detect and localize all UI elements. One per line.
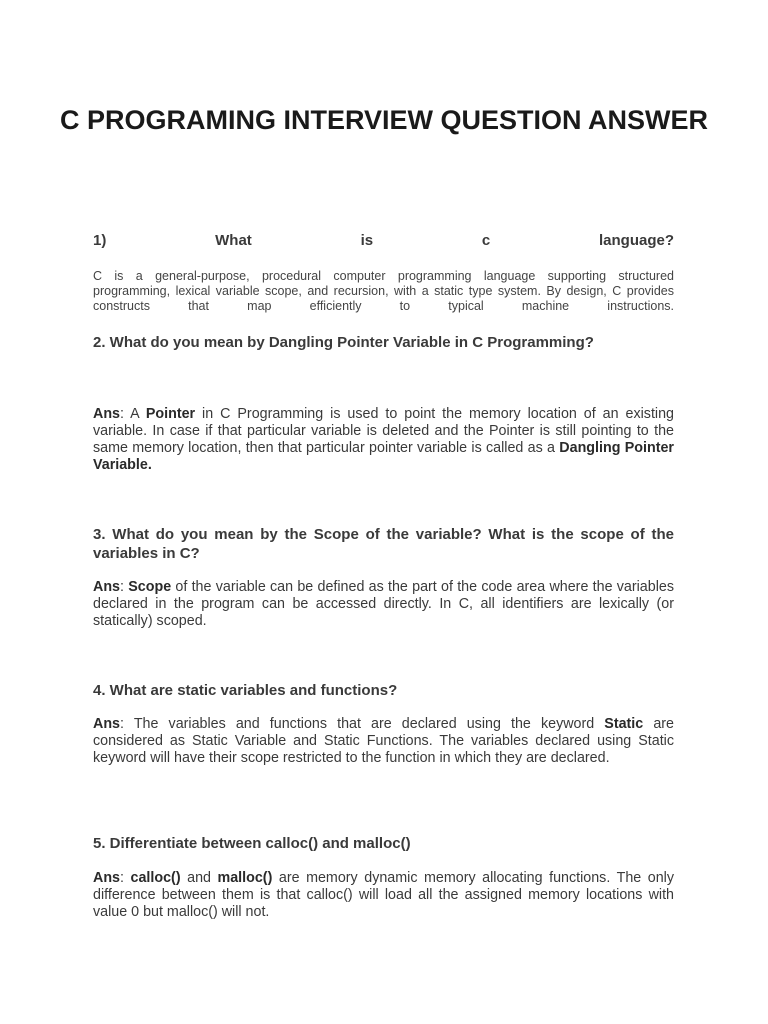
key-term: Dangling Pointer Variable. — [93, 440, 674, 473]
answer-label: Ans — [93, 870, 121, 886]
answer-1: C is a general-purpose, procedural computer programming language supporting structured programming, lexical variable scope, and recursion, with a static type system. By design, C provides constructs that map efficiently to typical machine instructions. — [93, 269, 674, 313]
question-3: 3. What do you mean by the Scope of the variable? What is the scope of the variables in C? — [93, 526, 674, 562]
key-term: calloc() — [130, 870, 181, 886]
answer-text: : A — [120, 406, 146, 422]
question-1: 1) What is c language? — [93, 232, 674, 249]
document-title: C PROGRAMING INTERVIEW QUESTION ANSWER — [59, 105, 709, 135]
answer-text: are memory dynamic memory allocating functions. The only difference between them is that calloc() will load all the assigned memory locations with value 0 but malloc() will not. — [93, 870, 674, 920]
key-term: Static — [604, 716, 644, 732]
answer-text: of the variable can be defined as the part of the code area where the variables declared in the program can be accessed directly. In C, all identifiers are lexically (or statically) scoped. — [93, 579, 674, 629]
answer-3 — [93, 579, 674, 630]
key-term: Pointer — [145, 406, 196, 422]
answer-text: and — [180, 870, 218, 886]
answer-text: : — [120, 870, 131, 886]
answer-text: are considered as Static Variable and Static Functions. The variables declared using Static keyword will have their scope restricted to the function in which they are declared. — [93, 716, 674, 766]
answer-label: Ans — [93, 406, 121, 422]
answer-2 — [93, 406, 674, 474]
answer-text: in C Programming is used to point the memory location of an existing variable. In case if that particular variable is deleted and the Pointer is still pointing to the same memory location, then that particular pointer variable is called as a — [93, 406, 674, 456]
question-2: 2. What do you mean by Dangling Pointer Variable in C Programming? — [93, 334, 594, 351]
question-5: 5. Differentiate between calloc() and malloc() — [93, 835, 411, 852]
answer-label: Ans — [93, 579, 121, 595]
answer-5 — [93, 870, 674, 921]
answer-label: Ans — [93, 716, 121, 732]
answer-4 — [93, 716, 674, 767]
answer-text: : The variables and functions that are declared using the keyword — [120, 716, 605, 732]
answer-text: : — [120, 579, 129, 595]
question-4: 4. What are static variables and functions? — [93, 682, 398, 699]
key-term: Scope — [128, 579, 172, 595]
key-term: malloc() — [217, 870, 273, 886]
